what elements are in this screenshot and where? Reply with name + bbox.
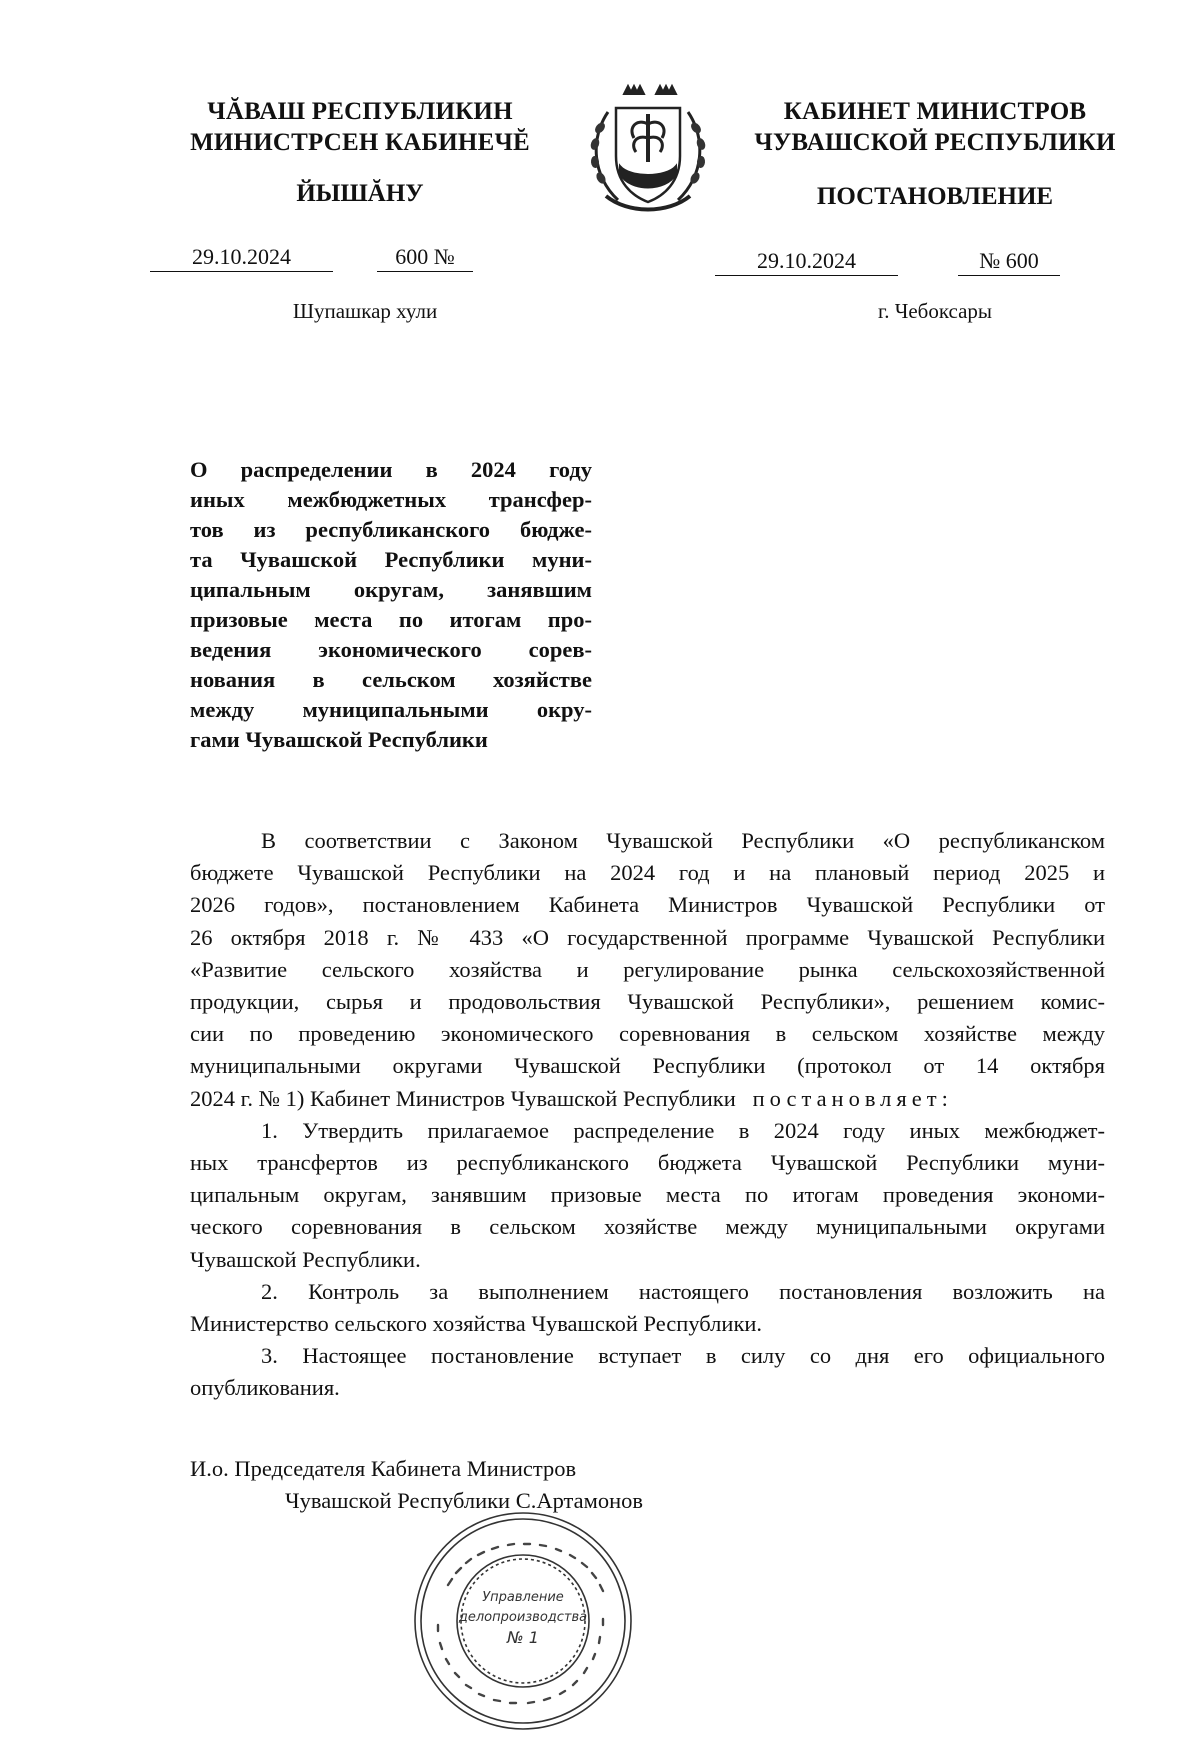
title-line: та Чувашской Республики муни- <box>190 547 592 572</box>
right-date: 29.10.2024 <box>715 248 898 276</box>
item1-line: ческого соревнования в сельском хозяйстве между муниципальными округами <box>190 1214 1105 1240</box>
stamp-line-2: делопроизводства <box>458 1610 588 1625</box>
preamble-line: 26 октября 2018 г. № 433 «О государственной программе Чувашской Республики <box>190 924 1105 950</box>
header-left-org <box>150 96 570 158</box>
item3-line: опубликования. <box>190 1375 340 1401</box>
header-left-doc-type: ЙЫШĂНУ <box>296 180 424 207</box>
document-body <box>190 825 1105 1405</box>
title-line: О распределении в 2024 году <box>190 457 592 482</box>
header-right-line-2: ЧУВАШСКОЙ РЕСПУБЛИКИ <box>754 129 1116 156</box>
preamble-last-text: 2024 г. № 1) Кабинет Министров Чувашской Республики <box>190 1085 736 1111</box>
title-line: между муниципальными окру- <box>190 697 592 722</box>
preamble-line: сии по проведению экономического соревнования в сельском хозяйстве между <box>190 1021 1105 1047</box>
chuvash-emblem-icon <box>578 78 718 218</box>
header-right-line-1: КАБИНЕТ МИНИСТРОВ <box>783 98 1087 125</box>
right-place: г. Чебоксары <box>877 299 993 323</box>
title-line: иных межбюджетных трансфер- <box>190 487 592 512</box>
header-left-line-1: ЧĂВАШ РЕСПУБЛИКИН <box>207 98 513 125</box>
item2-line: 2. Контроль за выполнением настоящего постановления возложить на <box>261 1278 1105 1304</box>
official-stamp-icon <box>408 1505 638 1737</box>
item1-line: ципальным округам, занявшим призовые места по итогам проведения экономи- <box>190 1182 1105 1208</box>
document-title <box>190 455 592 755</box>
preamble-last-line <box>190 1083 1105 1115</box>
left-date: 29.10.2024 <box>150 244 333 272</box>
item1-line: Чувашской Республики. <box>190 1246 421 1272</box>
preamble-line: «Развитие сельского хозяйства и регулирование рынка сельскохозяйственной <box>190 956 1105 982</box>
left-number: 600 № <box>377 244 473 272</box>
header-left-line-2: МИНИСТРСЕН КАБИНЕЧĔ <box>190 129 530 156</box>
preamble-line: муниципальными округами Чувашской Республики (протокол от 14 октября <box>190 1053 1105 1079</box>
header-right-org <box>725 96 1145 158</box>
signature-position: И.о. Председателя Кабинета Министров <box>190 1456 577 1481</box>
stamp-line-1: Управление <box>482 1590 564 1605</box>
decree-word: постановляет: <box>752 1085 953 1111</box>
right-number: № 600 <box>958 248 1060 276</box>
preamble-line: 2026 годов», постановлением Кабинета Министров Чувашской Республики от <box>190 892 1105 918</box>
left-place: Шупашкар хули <box>292 299 438 323</box>
title-line: гами Чувашской Республики <box>190 727 488 752</box>
title-line: призовые места по итогам про- <box>190 607 592 632</box>
title-line: тов из республиканского бюдже- <box>190 517 592 542</box>
item1-line: ных трансфертов из республиканского бюджета Чувашской Республики муни- <box>190 1150 1105 1176</box>
item1-line: 1. Утвердить прилагаемое распределение в 2024 году иных межбюджет- <box>261 1117 1105 1143</box>
stamp-line-3: № 1 <box>507 1628 539 1647</box>
preamble-line: продукции, сырья и продовольствия Чувашской Республики», решением комис- <box>190 989 1105 1015</box>
title-line: ведения экономического сорев- <box>190 637 592 662</box>
header-right-doc-type: ПОСТАНОВЛЕНИЕ <box>816 183 1054 210</box>
title-line: ципальным округам, занявшим <box>190 577 592 602</box>
preamble-line: В соответствии с Законом Чувашской Республики «О республиканском <box>261 828 1105 853</box>
preamble-line: бюджете Чувашской Республики на 2024 год и на плановый период 2025 и <box>190 860 1105 886</box>
item2-line: Министерство сельского хозяйства Чувашской Республики. <box>190 1311 763 1337</box>
item3-line: 3. Настоящее постановление вступает в силу со дня его официального <box>261 1343 1105 1369</box>
signature-name: Чувашской Республики С.Артамонов <box>285 1488 644 1513</box>
title-line: нования в сельском хозяйстве <box>190 667 592 692</box>
